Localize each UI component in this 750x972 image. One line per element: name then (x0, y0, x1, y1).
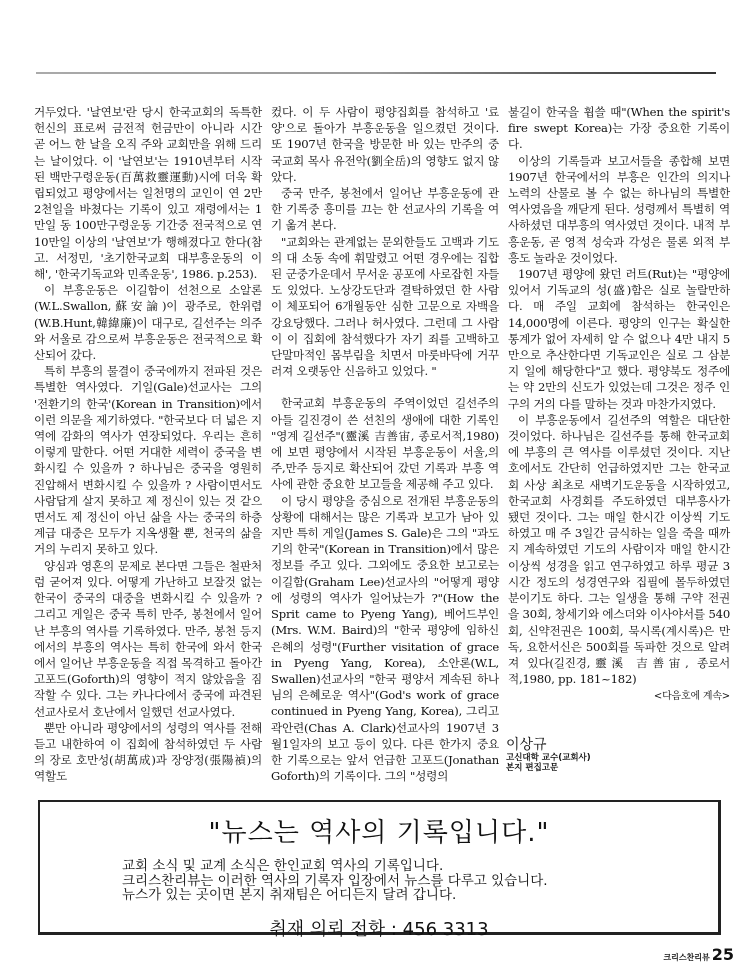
author-role: 고신대학 교수(교회사) (506, 753, 591, 763)
paragraph: 1907년 평양에 왔던 러트(Rut)는 "평양에 있어서 기독교의 성(盛)함은 실로 놀랄만하다. 매 주일 교회에 참석하는 한국인은 14,000명에 이른다. 평양의 인구는 확실한 통계가 없어 자세히 알 수 없으나 4만 내지 5만으로 추산한다면 기독교인은 실로 그 삼분지 일에 해당한다"고 했다. 평양북도 정주에는 약 2만의 신도가 있었는데 그것은 정주 인구의 거의 다를 말하는 것과 마찬가지였다. (508, 267, 730, 411)
ad-line: 크리스찬리뷰는 이러한 역사의 기록자 입장에서 뉴스를 다루고 있습니다. (122, 872, 548, 889)
paragraph: 뿐만 아니라 평양에서의 성령의 역사를 전해 듣고 내한하여 이 집회에 참석하였던 두 사람의 장로 호만성(胡萬成)과 장양정(張陽禎)의 역할도 (34, 720, 262, 784)
paragraph: 이 부흥운동에서 길선주의 역할은 대단한 것이었다. 하나님은 길선주를 통해 한국교회에 부흥의 큰 역사를 이루셨던 것이다. 지난호에서도 간단히 언급하였지만 그는 한국교회 사상 최초로 새벽기도운동을 시작하였고, 한국교회 사경회를 주도하였던 대부흥사가 됐던 것이다. 그는 매일 한시간 이상씩 기도하였고 매 주 3일간 금식하는 일을 죽을 때까지 계속하였던 기도의 사람이자 매일 한시간 이상씩 성경을 읽고 연구하였고 하루 평균 3시간 정도의 성경연구와 집필에 몰두하였던 분이기도 하다. 그는 일생을 통해 구약 전권을 30회, 창세기와 에스더와 이사야서를 540회, 신약전권은 100회, 묵시록(계시록)은 만독, 요한서신은 500회를 독파한 것으로 알려져 있다(길진경,靈溪 吉善宙, 종로서적,1980, pp. 181~182) (508, 412, 730, 687)
article-column-1 (34, 104, 262, 785)
paragraph: 특히 부흥의 물결이 중국에까지 전파된 것은 특별한 역사였다. 기일(Gale)선교사는 그의 '전환기의 한국'(Korean in Transition)에서 이런 의문을 제기하였다. "한국보다 더 넓은 지역에 감화의 역사가 연장되었다. 우리는 흔히 이렇게 말한다. 어떤 거대한 세력이 중국을 변화시킬 수 있을까 ? 하나님은 중국을 영원히 진압해서 변화시킬 수 있을까 ? 사람이면서도 사람답게 살지 못하고 제 정신이 있는 것 같으면서도 제 정신이 아닌 삶을 사는 중국의 하층계급 대중은 모두가 지옥생활 뿐, 천국의 삶을 거의 누리지 못하고 있다. (34, 364, 262, 557)
page-number: 25 (711, 945, 734, 964)
ad-line: 교회 소식 및 교계 소식은 한인교회 역사의 기록입니다. (122, 858, 444, 874)
magazine-name: 크리스찬리뷰 (663, 953, 710, 962)
paragraph: 거두었다. '날연보'란 당시 한국교회의 독특한 헌신의 표로써 금전적 헌금만이 아니라 시간 곧 어느 한 날을 오직 주와 교회만을 위해 드리는 날이었다. 이 '날연보'는 1910년부터 시작된 백만구령운동(百萬救靈運動)시에 더욱 확립되었고 평양에서는 일천명의 교인이 연 2만 2천일을 바쳤다는 기록이 있고 재령에서는 1만일 동 100만구령운동 기간중 전국적으로 연 10만일 이상의 '날연보'가 행해졌다고 한다(참고. 서정민, '초기한국교회 대부흥운동의 이해', '한국기독교와 민족운동', 1986. p.253). (34, 105, 262, 282)
paragraph: 중국 만주, 봉천에서 일어난 부흥운동에 관한 기록중 흥미를 끄는 한 선교사의 기록을 여기 옮겨 본다. (271, 186, 499, 233)
continued-note: <다음호에 계속> (653, 691, 730, 703)
news-advertisement-box (38, 800, 721, 940)
author-name: 이상규 (506, 737, 547, 753)
paragraph: 컸다. 이 두 사람이 평양집회를 참석하고 '료양'으로 돌아가 부흥운동을 일으켰던 것이다. 또 1907년 한국을 방문한 바 있는 만주의 중국교회 목사 유전악(劉全岳)의 영향도 없지 않았다. (271, 105, 499, 184)
paragraph: 한국교회 부흥운동의 주역이었던 길선주의 아들 길진경이 쓴 선친의 생애에 대한 기록인 "영계 길선주"(靈溪 吉善宙, 종로서적,1980)에 보면 평양에서 시작된 부흥운동이 서울,의주,만주 등지로 확산되어 갔던 기록과 부흥 역사에 관한 중요한 보고들을 제공해 주고 있다. (271, 396, 499, 492)
author-role-2: 본지 편집고문 (506, 763, 559, 773)
article-column-3 (508, 104, 730, 706)
ad-body (122, 859, 718, 903)
ad-headline: "뉴스는 역사의 기록입니다." (208, 818, 550, 848)
ad-phone: 취재 의뢰 전화 : 456 3313 (269, 918, 489, 940)
top-rule (36, 72, 716, 74)
paragraph: 이 당시 평양을 중심으로 전개된 부흥운동의 상황에 대해서는 많은 기록과 보고가 남아 있지만 특히 게일(James S. Gale)은 그의 "과도기의 한국"(Korean in Transition)에서 많은 정보를 주고 있다. 그외에도 중요한 보고로는 이길함(Graham Lee)선교사의 "어떻게 평양에 성령의 역사가 일어났는가 ?"(How the Sprit came to Pyeng Yang), 베어드부인(Mrs. W.M. Baird)의 "한국 평양에 임하신 은혜의 성령"(Further visitation of grace in Pyeng Yang, Korea), 소안론(W.L, Swallen)선교사의 "한국 평양서 계속된 하나님의 은혜로운 역사"(God's work of grace continued in Pyeng Yang, Korea), 그리고 곽안련(Chas A. Clark)선교사의 1907년 3월1일자의 보고 등이 있다. 다른 한가지 중요한 기록으로는 앞서 언급한 고포드(Jonathan Goforth)의 기록이다. 그의 "성령의 (271, 493, 499, 784)
quote-paragraph: "교회와는 관계없는 문외한들도 고백과 기도의 대 소동 속에 휘말렸고 어떤 경우에는 집합된 군중가운데서 무서운 공포에 사로잡힌 자들도 있었다. 노상강도단과 결탁하였던 한 사람이 체포되어 6개월동안 심한 고문으로 자백을 강요당했다. 그러나 허사였다. 그런데 그 사람이 이 집회에 참석했다가 자기 죄를 고백하고 단말마적인 몸부림을 치면서 마룻바닥에 거꾸러져 오랫동안 신음하고 있었다. " (271, 234, 499, 379)
paragraph: 불길이 한국을 휩쓸 때"(When the spirit's fire swept Korea)는 가장 중요한 기록이다. (508, 105, 730, 152)
article-column-2 (271, 104, 499, 784)
page-footer (663, 945, 734, 964)
paragraph: 양심과 영혼의 문제로 본다면 그들은 철판처럼 굳어져 있다. 어떻게 가난하고 보잘것 없는 한국이 중국의 대중을 변화시킬 수 있을까 ? 그리고 게일은 중국 특히 만주, 봉천에서 일어난 부흥의 역사를 기록하였다. 만주, 봉천 등지에서의 부흥의 역사는 특히 한국에 와서 한국에서 일어난 부흥운동을 직접 목격하고 돌아간 고포드(Goforth)의 영향이 적지 않았음을 짐작할 수 있다. 그는 카나다에서 중국에 파견된 선교사로서 호난에서 일했던 선교사였다. (34, 558, 262, 719)
paragraph: 이상의 기록들과 보고서들을 종합해 보면 1907년 한국에서의 부흥은 인간의 의지나 노력의 산물로 볼 수 없는 하나님의 특별한 역사였음을 깨닫게 된다. 성령께서 특별히 역사하셨던 대부흥의 역사였던 것이다. 내적 부흥운동, 곧 영적 성숙과 각성은 물론 외적 부흥도 놀라운 것이었다. (508, 153, 730, 265)
paragraph: 이 부흥운동은 이길함이 선천으로 소알론(W.L.Swallon,蘇安論)이 광주로, 한위렴(W.B.Hunt,韓緯廉)이 대구로, 길선주는 의주와 서울로 감으로써 부흥운동은 전국적으로 확산되어 갔다. (34, 283, 262, 363)
ad-line: 뉴스가 있는 곳이면 본지 취재팀은 어디든지 달려 갑니다. (122, 887, 457, 903)
author-byline (506, 738, 591, 773)
